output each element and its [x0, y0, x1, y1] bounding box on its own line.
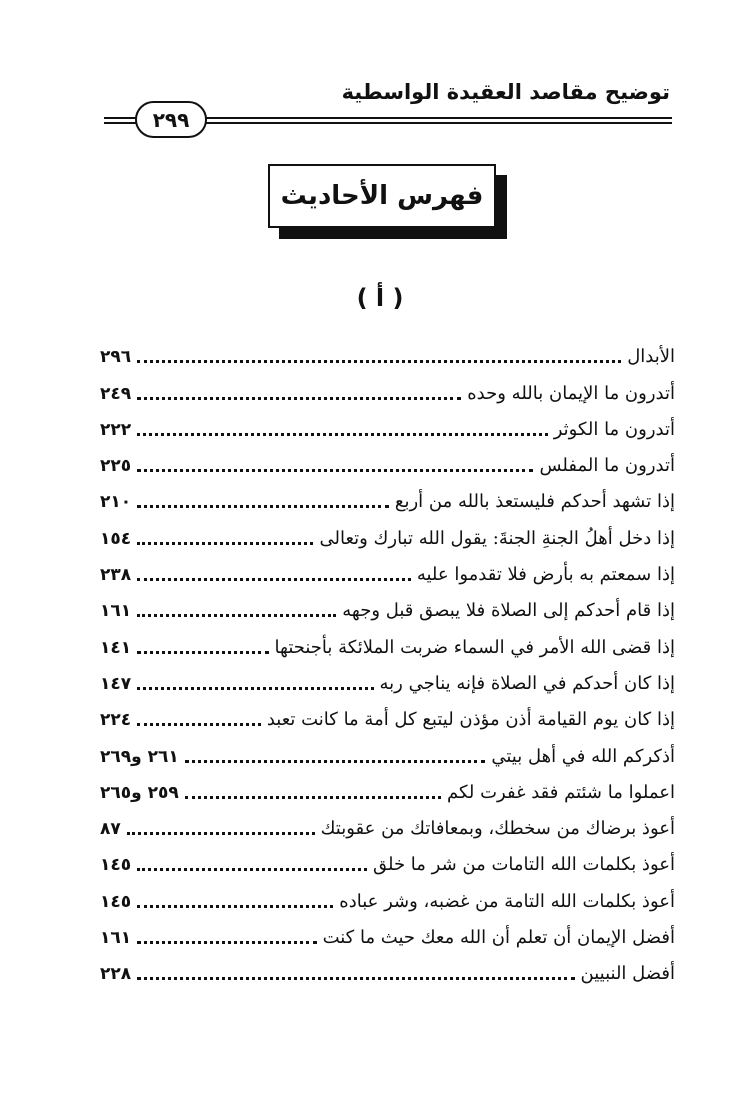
dot-leader	[137, 977, 574, 980]
index-entry	[100, 954, 675, 990]
entry-text: إذا تشهد أحدكم فليستعذ بالله من أربع	[394, 491, 675, 513]
index-entry	[100, 410, 675, 446]
page-number-badge	[135, 101, 207, 138]
index-entry	[100, 918, 675, 954]
dot-leader	[137, 614, 336, 617]
entry-text: إذا قام أحدكم إلى الصلاة فلا يبصق قبل وجهه	[342, 600, 675, 622]
index-entry	[100, 518, 675, 554]
entry-text: أعوذ برضاك من سخطك، وبمعافاتك من عقوبتك	[320, 818, 675, 840]
entry-page-number: ١٤٧	[100, 673, 132, 694]
index-entry	[100, 664, 675, 700]
entry-text: أذكركم الله في أهل بيتي	[491, 745, 675, 767]
entry-text: أفضل الإيمان أن تعلم أن الله معك حيث ما كنت	[322, 927, 675, 949]
entry-text: أتدرون ما المفلس	[539, 455, 675, 477]
dot-leader	[137, 505, 389, 508]
dot-leader	[137, 360, 621, 363]
entry-text: أتدرون ما الإيمان بالله وحده	[467, 382, 675, 404]
entry-text: إذا قضى الله الأمر في السماء ضربت الملائكة بأجنحتها	[274, 636, 675, 658]
entry-page-number: ١٦١	[100, 601, 132, 622]
hadith-index-list	[100, 337, 675, 990]
entry-page-number: ٢٥٩ و٢٦٥	[100, 782, 179, 803]
entry-text: إذا كان أحدكم في الصلاة فإنه يناجي ربه	[379, 672, 675, 694]
dot-leader	[185, 760, 486, 763]
entry-page-number: ١٤١	[100, 637, 132, 658]
index-entry	[100, 337, 675, 373]
dot-leader	[137, 542, 313, 545]
entry-text: أفضل النبيين	[580, 963, 675, 985]
entry-text: إذا سمعتم به بأرض فلا تقدموا عليه	[416, 564, 675, 586]
entry-page-number: ٢١٠	[100, 492, 132, 513]
index-entry	[100, 881, 675, 917]
index-entry	[100, 627, 675, 663]
index-entry	[100, 736, 675, 772]
index-entry	[100, 845, 675, 881]
dot-leader	[137, 687, 373, 690]
entry-text: أعوذ بكلمات الله التامة من غضبه، وشر عباده	[339, 890, 675, 912]
dot-leader	[185, 796, 441, 799]
entry-page-number: ١٥٤	[100, 528, 132, 549]
dot-leader	[137, 397, 461, 400]
dot-leader	[137, 651, 268, 654]
index-entry	[100, 555, 675, 591]
dot-leader	[137, 941, 316, 944]
index-entry	[100, 773, 675, 809]
entry-text: أتدرون ما الكوثر	[553, 418, 675, 440]
entry-text: الأبدال	[627, 346, 675, 368]
index-entry	[100, 446, 675, 482]
entry-page-number: ٢٩٦	[100, 347, 132, 368]
index-entry	[100, 591, 675, 627]
dot-leader	[137, 723, 261, 726]
dot-leader	[137, 578, 411, 581]
dot-leader	[137, 905, 333, 908]
entry-text: إذا كان يوم القيامة أذن مؤذن ليتبع كل أمة ما كانت تعبد	[266, 709, 675, 731]
index-entry	[100, 482, 675, 518]
entry-page-number: ٨٧	[100, 819, 121, 840]
section-letter: ( أ )	[356, 284, 404, 312]
entry-page-number: ١٦١	[100, 928, 132, 949]
entry-page-number: ٢٢٨	[100, 964, 132, 985]
page-title: فهرس الأحاديث	[280, 181, 484, 211]
index-entry	[100, 373, 675, 409]
entry-page-number: ٢٣٨	[100, 565, 132, 586]
page-number: ٢٩٩	[152, 107, 190, 132]
entry-text: اعملوا ما شئتم فقد غفرت لكم	[446, 781, 675, 803]
index-entry	[100, 809, 675, 845]
entry-text: إذا دخل أهلُ الجنةِ الجنةَ: يقول الله تبارك وتعالى	[319, 527, 675, 549]
index-entry	[100, 700, 675, 736]
dot-leader	[127, 832, 315, 835]
entry-page-number: ٢٤٩	[100, 383, 132, 404]
entry-page-number: ٢٦١ و٢٦٩	[100, 746, 179, 767]
dot-leader	[137, 868, 367, 871]
entry-page-number: ٢٢٤	[100, 710, 132, 731]
title-box	[268, 164, 496, 228]
dot-leader	[137, 433, 548, 436]
entry-text: أعوذ بكلمات الله التامات من شر ما خلق	[372, 854, 675, 876]
entry-page-number: ١٤٥	[100, 891, 132, 912]
dot-leader	[137, 469, 533, 472]
entry-page-number: ١٤٥	[100, 855, 132, 876]
entry-page-number: ٢٢٢	[100, 419, 132, 440]
running-title: توضيح مقاصد العقيدة الواسطية	[341, 80, 670, 104]
entry-page-number: ٢٢٥	[100, 456, 132, 477]
